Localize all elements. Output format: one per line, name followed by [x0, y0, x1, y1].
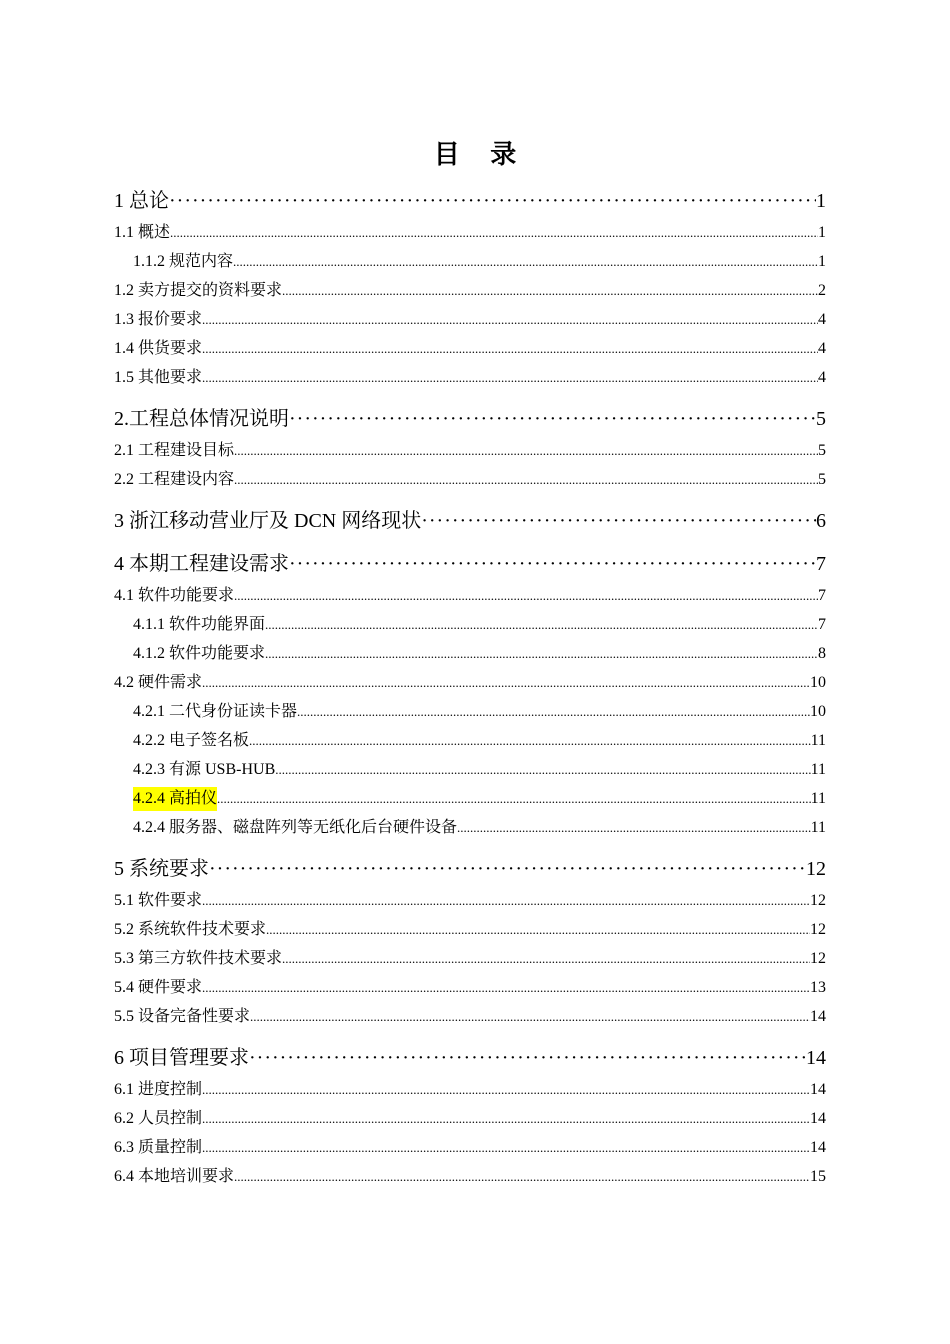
toc-entry-page: 10 [810, 703, 826, 720]
dot-leader [202, 1078, 810, 1102]
toc-entry-page: 1 [818, 224, 826, 241]
toc-entry[interactable] [114, 758, 826, 782]
toc-entry-label: 5.1 软件要求 [114, 892, 203, 909]
toc-entry[interactable] [114, 854, 826, 884]
toc-entry-label: 6 项目管理要求 [114, 1047, 249, 1069]
dot-leader [202, 1107, 810, 1131]
dot-leader [282, 947, 810, 971]
toc-entry-page: 14 [810, 1008, 826, 1025]
dot-leader [421, 506, 816, 536]
dot-leader [169, 186, 816, 216]
toc-entry-label: 4.2 硬件需求 [114, 674, 203, 691]
toc-entry-label: 6.3 质量控制 [114, 1139, 203, 1156]
toc-entry-label: 5 系统要求 [114, 858, 209, 880]
toc-entry[interactable] [114, 671, 826, 695]
toc-entry-label: 4 本期工程建设需求 [114, 553, 289, 575]
toc-entry-page: 14 [810, 1110, 826, 1127]
toc-entry[interactable] [114, 549, 826, 579]
toc-entry-label: 1.1.2 规范内容 [133, 253, 234, 270]
toc-entry[interactable] [114, 439, 826, 463]
toc-entry-label: 4.2.4 高拍仪 [133, 787, 217, 811]
toc-entry[interactable] [114, 468, 826, 492]
toc-entry-label: 4.2.1 二代身份证读卡器 [133, 703, 298, 720]
toc-entry[interactable] [114, 787, 826, 811]
dot-leader [289, 549, 816, 579]
toc-entry-page: 11 [810, 790, 826, 807]
toc-entry-page: 5 [818, 442, 826, 459]
dot-leader [265, 613, 818, 637]
toc-entry-label: 1.3 报价要求 [114, 311, 203, 328]
toc-entry-label: 5.2 系统软件技术要求 [114, 921, 267, 938]
dot-leader [170, 221, 818, 245]
toc-entry-page: 6 [816, 510, 826, 532]
dot-leader [202, 976, 810, 1000]
toc-entry-label: 1.2 卖方提交的资料要求 [114, 282, 283, 299]
dot-leader [265, 642, 818, 666]
dot-leader [457, 816, 811, 840]
dot-leader [249, 1043, 806, 1073]
toc-entry-page: 2 [818, 282, 826, 299]
toc-entry[interactable] [114, 1165, 826, 1189]
dot-leader [202, 366, 818, 390]
dot-leader [234, 468, 818, 492]
toc-entry[interactable] [114, 889, 826, 913]
toc-entry-label: 3 浙江移动营业厅及 DCN 网络现状 [114, 510, 422, 532]
toc-entry-page: 14 [806, 1047, 826, 1069]
dot-leader [297, 700, 810, 724]
toc-entry-label: 1.1 概述 [114, 224, 171, 241]
toc-entry-label: 4.1.1 软件功能界面 [133, 616, 266, 633]
toc-entry-label: 5.4 硬件要求 [114, 979, 203, 996]
dot-leader [217, 787, 811, 811]
toc-entry-label: 6.1 进度控制 [114, 1081, 203, 1098]
toc-entry[interactable] [114, 1043, 826, 1073]
toc-entry[interactable] [114, 1078, 826, 1102]
toc-entry[interactable] [114, 976, 826, 1000]
toc-entry[interactable] [114, 1005, 826, 1029]
toc-entry-page: 12 [806, 858, 826, 880]
toc-entry-label: 6.4 本地培训要求 [114, 1168, 235, 1185]
toc-entry[interactable] [114, 337, 826, 361]
dot-leader [233, 250, 818, 274]
toc-entry[interactable] [114, 947, 826, 971]
toc-title: 目 录 [433, 140, 529, 169]
toc-entry-page: 13 [810, 979, 826, 996]
toc-entry-page: 8 [818, 645, 826, 662]
toc-entry[interactable] [114, 186, 826, 216]
toc-entry[interactable] [114, 584, 826, 608]
dot-leader [202, 671, 810, 695]
toc-entry-page: 15 [810, 1168, 826, 1185]
toc-entry[interactable] [114, 816, 826, 840]
toc-entry-label: 5.3 第三方软件技术要求 [114, 950, 283, 967]
toc-entry[interactable] [114, 1107, 826, 1131]
dot-leader [202, 337, 818, 361]
dot-leader [234, 439, 818, 463]
dot-leader [234, 1165, 810, 1189]
toc-entry[interactable] [114, 404, 826, 434]
toc-entry[interactable] [114, 308, 826, 332]
toc-entry-label: 6.2 人员控制 [114, 1110, 203, 1127]
dot-leader [249, 729, 811, 753]
toc-entry-page: 11 [810, 819, 826, 836]
toc-entry-page: 5 [818, 471, 826, 488]
toc-entry-label: 4.1.2 软件功能要求 [133, 645, 266, 662]
toc-entry[interactable] [114, 1136, 826, 1160]
toc-entry-label: 1 总论 [114, 190, 169, 212]
toc-entry-page: 4 [818, 311, 826, 328]
toc-entry-page: 11 [810, 761, 826, 778]
dot-leader [202, 1136, 810, 1160]
dot-leader [282, 279, 818, 303]
dot-leader [209, 854, 806, 884]
toc-entry-page: 12 [810, 950, 826, 967]
dot-leader [202, 308, 818, 332]
toc-entry-label: 4.2.2 电子签名板 [133, 732, 250, 749]
toc-entry[interactable] [114, 250, 826, 274]
toc-entry-label: 5.5 设备完备性要求 [114, 1008, 251, 1025]
toc-entry-label: 1.5 其他要求 [114, 369, 203, 386]
toc-entry-page: 5 [816, 408, 826, 430]
toc-entry-label: 1.4 供货要求 [114, 340, 203, 357]
dot-leader [234, 584, 818, 608]
toc-entry-label: 4.2.3 有源 USB-HUB [133, 761, 276, 778]
toc-entry[interactable] [114, 729, 826, 753]
toc-entry-page: 10 [810, 674, 826, 691]
toc-entry-page: 12 [810, 921, 826, 938]
toc-entry-page: 1 [818, 253, 826, 270]
toc-entry-page: 1 [816, 190, 826, 212]
toc-entry[interactable] [114, 279, 826, 303]
toc-entry-label: 2.1 工程建设目标 [114, 442, 235, 459]
toc-entry-label: 4.1 软件功能要求 [114, 587, 235, 604]
toc-entry-page: 12 [810, 892, 826, 909]
dot-leader [275, 758, 810, 782]
toc-entry-page: 4 [818, 340, 826, 357]
toc-entry[interactable] [114, 700, 826, 724]
dot-leader [289, 404, 816, 434]
toc-entry-label: 2.工程总体情况说明 [114, 408, 289, 430]
toc-entry[interactable] [114, 642, 826, 666]
toc-entry[interactable] [114, 918, 826, 942]
toc-entry-page: 7 [816, 553, 826, 575]
toc-entry-label: 4.2.4 服务器、磁盘阵列等无纸化后台硬件设备 [133, 819, 458, 836]
dot-leader [266, 918, 810, 942]
toc-entry-page: 7 [818, 616, 826, 633]
toc-entry-page: 11 [810, 732, 826, 749]
toc-entry-page: 14 [810, 1081, 826, 1098]
dot-leader [250, 1005, 810, 1029]
toc-entry-page: 7 [818, 587, 826, 604]
dot-leader [202, 889, 810, 913]
toc-entry[interactable] [114, 613, 826, 637]
toc-entry[interactable] [114, 366, 826, 390]
toc-entry-label: 2.2 工程建设内容 [114, 471, 235, 488]
toc-entry-page: 4 [818, 369, 826, 386]
toc-entry[interactable] [114, 506, 826, 536]
toc-entry-page: 14 [810, 1139, 826, 1156]
toc-entry[interactable] [114, 221, 826, 245]
